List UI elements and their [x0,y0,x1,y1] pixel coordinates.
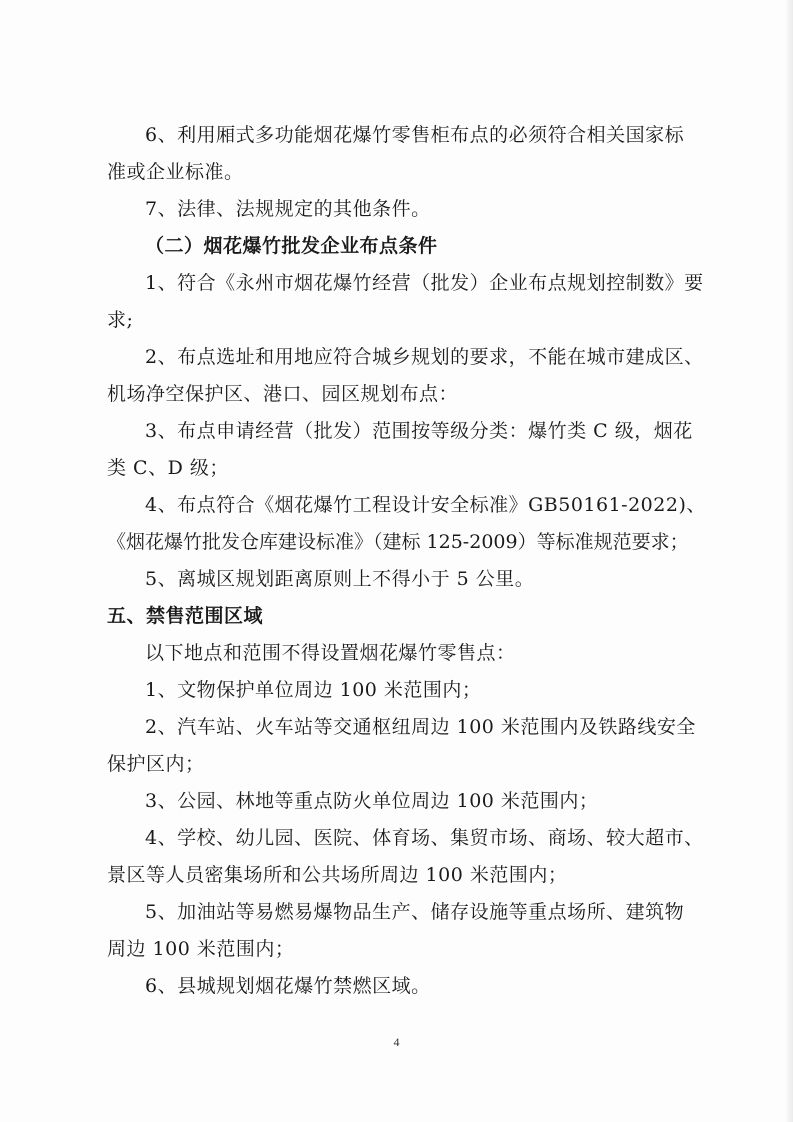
text-line: 4、学校、幼儿园、医院、体育场、集贸市场、商场、较大超市、 [145,827,704,849]
scan-edge [785,0,793,1122]
text-line: 保护区内； [107,753,205,775]
text-line: 景区等人员密集场所和公共场所周边 100 米范围内； [107,864,568,886]
text-line: 4、布点符合《烟花爆竹工程设计安全标准》GB50161-2022)、 [145,494,706,516]
text-line: 2、布点选址和用地应符合城乡规划的要求，不能在城市建成区、 [145,346,704,368]
text-line: 5、加油站等易燃易爆物品生产、储存设施等重点场所、建筑物 [145,901,685,923]
text-line: 《烟花爆竹批发仓库建设标准》（建标 125-2009）等标准规范要求； [107,531,689,553]
text-line: 3、布点申请经营（批发）范围按等级分类：爆竹类 C 级，烟花 [145,420,693,442]
text-line: 机场净空保护区、港口、园区规划布点： [107,383,459,405]
section-heading: 五、禁售范围区域 [107,605,264,627]
text-line: 周边 100 米范围内； [107,938,295,960]
page-number: 4 [393,1035,400,1049]
text-line: 6、利用厢式多功能烟花爆竹零售柜布点的必须符合相关国家标 [145,124,685,146]
text-line: 5、离城区规划距离原则上不得小于 5 公里。 [145,568,535,590]
text-line: 1、文物保护单位周边 100 米范围内； [145,679,482,701]
text-line: 6、县城规划烟花爆竹禁燃区域。 [145,975,431,997]
text-line: 以下地点和范围不得设置烟花爆竹零售点： [145,642,516,664]
text-line: 类 C、D 级； [107,457,229,479]
text-line: 3、公园、林地等重点防火单位周边 100 米范围内； [145,790,599,812]
text-line: 准或企业标准。 [107,161,244,183]
text-line: 1、符合《永州市烟花爆竹经营（批发）企业布点规划控制数》要 [145,272,704,294]
section-heading: （二）烟花爆竹批发企业布点条件 [145,235,438,257]
text-line: 求; [107,309,134,331]
text-line: 2、汽车站、火车站等交通枢纽周边 100 米范围内及铁路线安全 [145,716,696,738]
text-line: 7、法律、法规规定的其他条件。 [145,198,431,220]
